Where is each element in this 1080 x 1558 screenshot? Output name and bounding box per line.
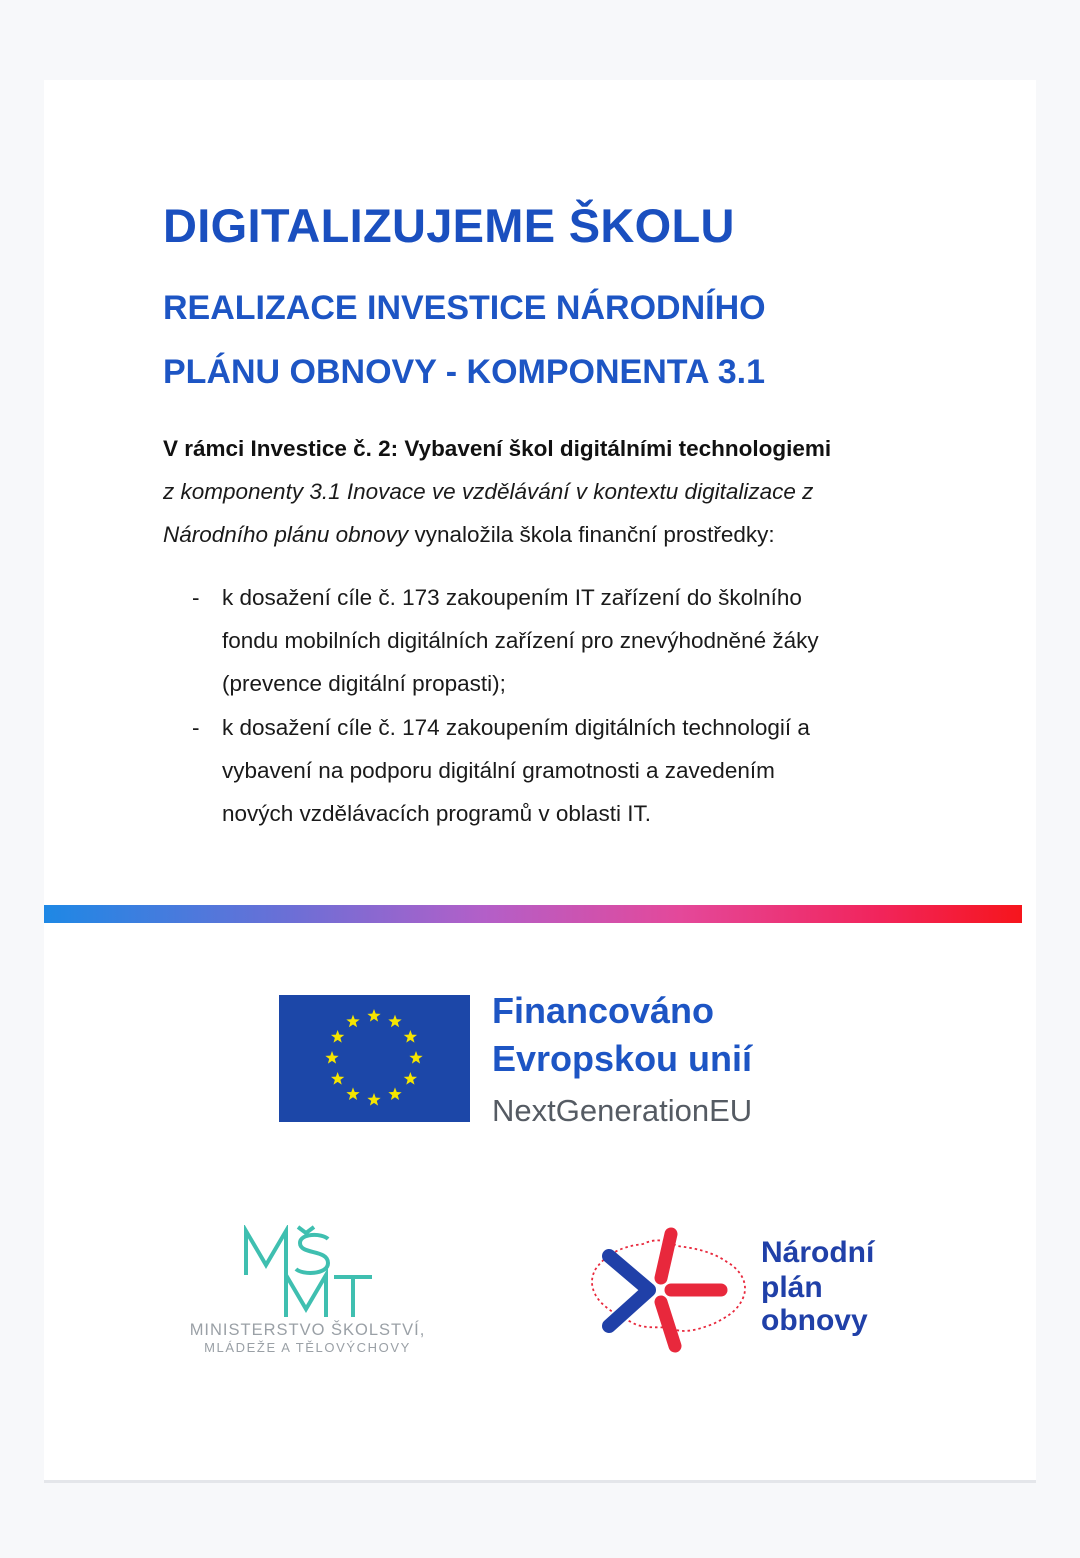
eu-star-icon bbox=[346, 1015, 359, 1028]
bullet-2-line-2: vybavení na podporu digitální gramotnosti a zavedením bbox=[222, 758, 775, 783]
eu-star-icon bbox=[346, 1087, 359, 1100]
bullet-1-line-2: fondu mobilních digitálních zařízení pro znevýhodněné žáky bbox=[222, 628, 819, 653]
npo-name-line-3: obnovy bbox=[761, 1304, 868, 1337]
eu-funded-line-2: Evropskou unií bbox=[492, 1038, 753, 1079]
subtitle-line-2: PLÁNU OBNOVY - KOMPONENTA 3.1 bbox=[163, 353, 765, 391]
intro-bold-line: V rámci Investice č. 2: Vybavení škol digitálními technologiemi bbox=[163, 436, 832, 461]
intro-plan-name: Národního plánu obnovy bbox=[163, 522, 409, 547]
bullet-marker: - bbox=[192, 585, 200, 610]
bullet-marker: - bbox=[192, 715, 200, 740]
bullet-2-line-1: k dosažení cíle č. 174 zakoupením digitálních technologií a bbox=[222, 715, 810, 740]
eu-star-icon bbox=[404, 1072, 417, 1085]
intro-italic-line: z komponenty 3.1 Inovace ve vzdělávání v kontextu digitalizace z bbox=[163, 479, 814, 504]
eu-star-icon bbox=[367, 1093, 380, 1106]
eu-star-icon bbox=[409, 1051, 422, 1064]
intro-line-rest: vynaložila škola finanční prostředky: bbox=[408, 522, 775, 547]
msmt-monogram-icon bbox=[236, 1225, 381, 1320]
eu-star-icon bbox=[388, 1015, 401, 1028]
next-generation-eu: NextGenerationEU bbox=[492, 1093, 753, 1128]
eu-star-icon bbox=[325, 1051, 338, 1064]
eu-star-icon bbox=[404, 1030, 417, 1043]
bullet-2-line-3: nových vzdělávacích programů v oblasti IT. bbox=[222, 801, 651, 826]
intro-last-line bbox=[163, 522, 923, 548]
eu-star-icon bbox=[331, 1072, 344, 1085]
page-bottom-edge bbox=[44, 1480, 1036, 1483]
msmt-name-line-1: MINISTERSTVO ŠKOLSTVÍ, bbox=[189, 1321, 426, 1339]
eu-funded-line-1: Financováno bbox=[492, 990, 715, 1031]
bullet-1-line-3: (prevence digitální propasti); bbox=[222, 671, 506, 696]
npo-emblem-icon bbox=[585, 1222, 755, 1357]
page-title: DIGITALIZUJEME ŠKOLU bbox=[163, 199, 735, 252]
bullet-1-line-1: k dosažení cíle č. 173 zakoupením IT zařízení do školního bbox=[222, 585, 802, 610]
subtitle-line-1: REALIZACE INVESTICE NÁRODNÍHO bbox=[163, 289, 766, 327]
eu-star-icon bbox=[367, 1009, 380, 1022]
msmt-name-line-2: MLÁDEŽE A TĚLOVÝCHOVY bbox=[204, 1340, 411, 1355]
npo-name-line-2: plán bbox=[761, 1271, 823, 1304]
eu-stars bbox=[279, 995, 470, 1122]
eu-star-icon bbox=[388, 1087, 401, 1100]
gradient-divider bbox=[44, 905, 1022, 923]
eu-flag-icon bbox=[279, 995, 470, 1122]
npo-name-line-1: Národní bbox=[761, 1236, 875, 1269]
eu-star-icon bbox=[331, 1030, 344, 1043]
